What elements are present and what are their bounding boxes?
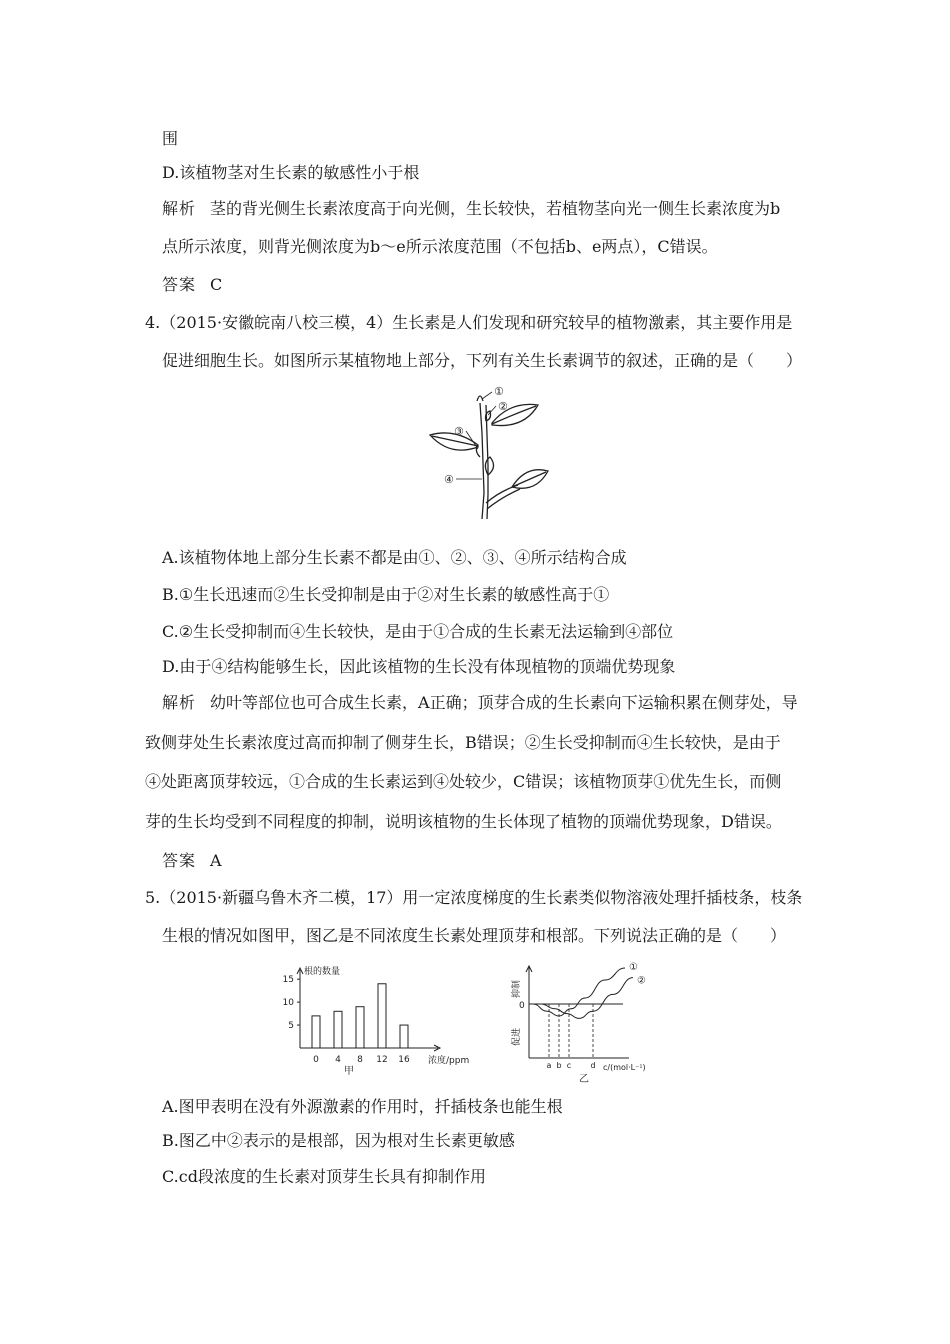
x-tick-label: 12 (376, 1055, 388, 1065)
x-mark-label-c: c (566, 1061, 572, 1070)
yi-ylabel-bottom: 促进 (512, 1027, 522, 1046)
q4-option-d: D.由于④结构能够生长，因此该植物的生长没有体现植物的顶端优势现象 (162, 657, 676, 676)
bar-16 (400, 1025, 408, 1048)
bar-8 (356, 1007, 364, 1048)
fig-label-1: ① (494, 385, 504, 398)
fig-label-2: ② (498, 400, 508, 413)
x-mark-label-b: b (556, 1061, 562, 1070)
jia-ylabel: 根的数量 (304, 967, 341, 977)
x-tick-label: 8 (357, 1055, 363, 1065)
answer-value: C (210, 275, 223, 294)
q4-option-a: A.该植物体地上部分生长素不都是由①、②、③、④所示结构合成 (162, 548, 627, 567)
line-chart-yi (505, 958, 685, 1084)
prev-option-d: D.该植物茎对生长素的敏感性小于根 (162, 163, 420, 182)
fig-label-4: ④ (444, 473, 454, 486)
prev-analysis-2: 点所示浓度，则背光侧浓度为b～e所示浓度范围（不包括b、e两点），C错误。 (162, 237, 718, 256)
prev-analysis-1 (162, 198, 780, 220)
series-label-1: ① (629, 962, 638, 973)
answer-label: 答案 (162, 851, 197, 870)
yi-xlabel: c/(mol·L⁻¹) (603, 1063, 646, 1072)
y-tick-label: 15 (282, 975, 294, 986)
bar-12 (378, 984, 386, 1048)
series-line-1 (533, 968, 625, 1016)
y-tick-label: 5 (288, 1021, 294, 1032)
analysis-label: 解析 (162, 199, 197, 218)
x-mark-label-a: a (546, 1061, 552, 1070)
answer-value: A (210, 851, 222, 870)
answer-label: 答案 (162, 275, 197, 294)
prev-tail-text: 围 (162, 129, 179, 148)
prev-answer (162, 274, 222, 296)
yi-zero-label: 0 (519, 1001, 525, 1011)
q5-option-a: A.图甲表明在没有外源激素的作用时，扦插枝条也能生根 (162, 1097, 563, 1116)
q5-stem-2: 生根的情况如图甲，图乙是不同浓度生长素处理顶芽和根部。下列说法正确的是（ ） (162, 926, 787, 945)
q4-analysis-4: 芽的生长均受到不同程度的抑制，说明该植物的生长体现了植物的顶端优势现象，D错误。 (145, 812, 782, 831)
x-tick-label: 16 (398, 1055, 410, 1065)
small-bud-leaf (485, 457, 493, 475)
q4-stem-2: 促进细胞生长。如图所示某植物地上部分，下列有关生长素调节的叙述，正确的是（ ） (162, 351, 803, 370)
jia-xlabel: 浓度/ppm (428, 1056, 470, 1066)
x-tick-label: 0 (313, 1055, 319, 1065)
q5-option-c: C.cd段浓度的生长素对顶芽生长具有抑制作用 (162, 1167, 486, 1186)
analysis-text: 茎的背光侧生长素浓度高于向光侧，生长较快，若植物茎向光一侧生长素浓度为b (210, 199, 781, 218)
bar-chart-jia (268, 962, 478, 1080)
analysis-label: 解析 (162, 693, 197, 712)
jia-title: 甲 (344, 1066, 354, 1077)
q5-stem-1: 5.（2015·新疆乌鲁木齐二模，17）用一定浓度梯度的生长素类似物溶液处理扦插枝条，枝条 (145, 888, 803, 907)
q4-option-b: B.①生长迅速而②生长受抑制是由于②对生长素的敏感性高于① (162, 585, 610, 604)
q5-option-b: B.图乙中②表示的是根部，因为根对生长素更敏感 (162, 1131, 515, 1150)
yi-ylabel-top: 抑制 (512, 979, 522, 998)
series-label-2: ② (637, 975, 646, 987)
bar-0 (312, 1016, 320, 1048)
x-tick-label: 4 (335, 1055, 341, 1065)
fig-label-3: ③ (454, 425, 464, 438)
yi-title: 乙 (579, 1074, 589, 1084)
analysis-text: 幼叶等部位也可合成生长素，A正确；顶芽合成的生长素向下运输积累在侧芽处，导 (210, 693, 798, 712)
q4-answer (162, 850, 222, 872)
q4-analysis-3: ④处距离顶芽较远，①合成的生长素运到④处较少，C错误；该植物顶芽①优先生长，而侧 (145, 772, 782, 791)
x-mark-label-d: d (590, 1061, 596, 1070)
q4-stem-1: 4.（2015·安徽皖南八校三模，4）生长素是人们发现和研究较早的植物激素，其主要作用是 (145, 313, 793, 332)
q4-option-c: C.②生长受抑制而④生长较快，是由于①合成的生长素无法运输到④部位 (162, 622, 674, 641)
q4-analysis-1 (162, 692, 798, 714)
plant-figure (420, 383, 550, 521)
y-tick-label: 10 (282, 998, 294, 1009)
bar-4 (334, 1011, 342, 1048)
q4-analysis-2: 致侧芽处生长素浓度过高而抑制了侧芽生长，B错误；②生长受抑制而④生长较快，是由于 (145, 733, 781, 752)
